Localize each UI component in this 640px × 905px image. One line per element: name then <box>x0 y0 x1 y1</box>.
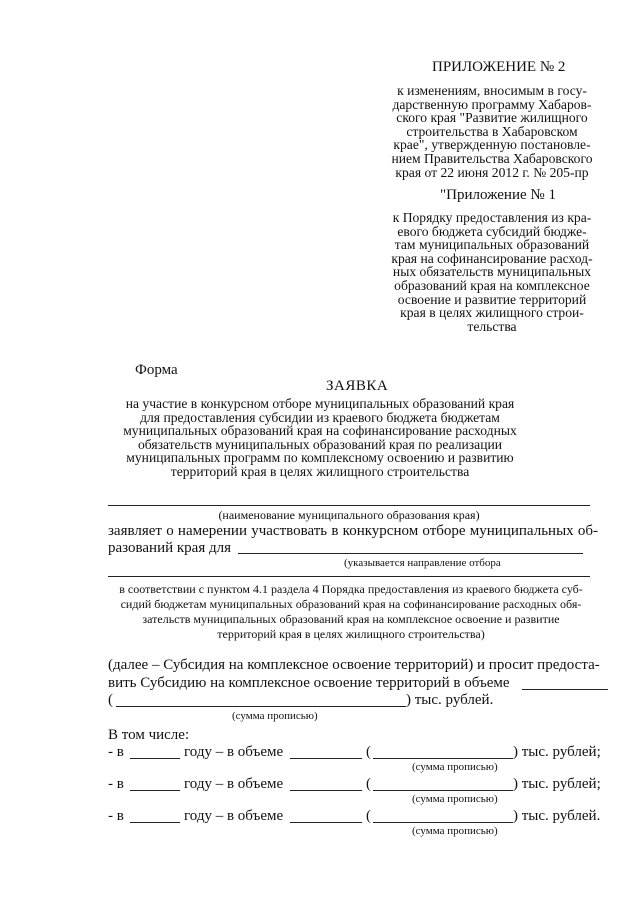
subtitle-line: на участие в конкурсном отборе муниципальных образований края <box>125 396 515 411</box>
appendix2-line: нием Правительства Хабаровского <box>391 150 593 166</box>
intent-line-1: заявляет о намерении участвовать в конкурсном отборе муниципальных об- <box>108 523 598 539</box>
appendix1-text <box>372 211 612 333</box>
appendix2-line: ского края "Развитие жилищного <box>396 110 588 126</box>
amount-suffix: ) тыс. рублей; <box>513 744 601 760</box>
appendix1-line: ных обязательств муниципальных <box>392 264 592 280</box>
year-row-text: году – в объеме <box>184 808 284 824</box>
amount-words-field[interactable] <box>373 790 513 791</box>
appendix1-line: евого бюджета субсидий бюдже- <box>397 223 587 239</box>
year-row-text: году – в объеме <box>184 744 284 760</box>
reference-line: территорий края в целях жилищного строительства) <box>217 627 485 641</box>
year-field[interactable] <box>130 790 180 791</box>
amount-words-field[interactable] <box>373 758 513 759</box>
direction-field[interactable] <box>238 553 583 554</box>
appendix1-line: образований края на комплексное <box>394 277 590 293</box>
appendix2-title: ПРИЛОЖЕНИЕ № 2 <box>432 59 566 75</box>
year-field[interactable] <box>130 822 180 823</box>
appendix1-title: "Приложение № 1 <box>440 187 556 203</box>
appendix2-line: строительства в Хабаровском <box>406 123 578 139</box>
intent-line-2: разований края для <box>108 540 231 556</box>
subtitle-line: муниципальных образований края на софинансирование расходных <box>123 423 517 439</box>
total-suffix: ) тыс. рублей. <box>406 692 494 708</box>
subtitle-line: для предоставления субсидии из краевого бюджета бюджетам <box>140 409 500 425</box>
subtitle-line: муниципальных программ по комплексному освоению и развитию <box>126 450 514 466</box>
year-row-prefix: - в <box>108 776 124 792</box>
amount-open-paren: ( <box>366 808 371 824</box>
form-subtitle <box>90 397 550 479</box>
appendix2-line: к изменениям, вносимым в госу- <box>397 83 587 98</box>
total-open-paren: ( <box>108 692 113 708</box>
amount-open-paren: ( <box>366 776 371 792</box>
year-row-prefix: - в <box>108 808 124 824</box>
amount-caption: (сумма прописью) <box>412 793 498 805</box>
request-line-1: (далее – Субсидия на комплексное освоение территорий) и просит предоста- <box>108 657 600 673</box>
total-sum-caption: (сумма прописью) <box>232 710 318 722</box>
appendix1-line: края в целях жилищного строи- <box>400 305 584 321</box>
appendix1-line: тельства <box>467 318 517 334</box>
year-row <box>108 744 124 761</box>
direction-caption: (указывается направление отбора <box>344 557 501 569</box>
request-line-2: вить Субсидию на комплексное освоение территорий в объеме <box>108 675 510 691</box>
amount-words-field[interactable] <box>373 822 513 823</box>
year-row <box>108 776 124 793</box>
including-label: В том числе: <box>108 727 190 743</box>
year-row-prefix: - в <box>108 744 124 760</box>
year-row-text: году – в объеме <box>184 776 284 792</box>
subtitle-line: обязательств муниципальных образований края по реализации <box>137 436 503 452</box>
form-label: Форма <box>135 362 178 378</box>
municipality-caption: (наименование муниципального образования края) <box>218 508 480 522</box>
appendix1-line: к Порядку предоставления из кра- <box>392 210 592 225</box>
amount-field[interactable] <box>290 790 362 791</box>
form-heading: ЗАЯВКА <box>326 378 389 394</box>
subtitle-line: территорий края в целях жилищного строительства <box>170 463 470 479</box>
amount-suffix: ) тыс. рублей; <box>513 776 601 792</box>
amount-field[interactable] <box>290 758 362 759</box>
reference-line: в соответствии с пунктом 4.1 раздела 4 Порядка предоставления из краевого бюджета суб- <box>119 582 583 596</box>
appendix1-line: там муниципальных образований <box>394 237 590 253</box>
appendix1-line: края на софинансирование расход- <box>391 250 593 266</box>
appendix2-line: крае", утвержденную постановле- <box>393 137 591 153</box>
reference-text <box>104 582 598 642</box>
amount-suffix: ) тыс. рублей. <box>513 808 601 824</box>
appendix1-line: освоение и развитие территорий <box>397 291 587 307</box>
municipality-name-field[interactable] <box>108 505 590 506</box>
reference-line: зательств муниципальных образований края на комплексное освоение и развитие <box>142 612 560 626</box>
year-row <box>108 808 124 825</box>
year-field[interactable] <box>130 758 180 759</box>
appendix2-line: края от 22 июня 2012 г. № 205-пр <box>395 164 589 180</box>
total-amount-words-field[interactable] <box>116 706 406 707</box>
amount-caption: (сумма прописью) <box>412 761 498 773</box>
amount-field[interactable] <box>290 822 362 823</box>
total-amount-field[interactable] <box>522 689 608 690</box>
appendix2-text <box>372 84 612 179</box>
reference-line: сидий бюджетам муниципальных образований края на софинансирование расходных обя- <box>120 597 582 611</box>
direction-field-continued[interactable] <box>108 576 590 577</box>
appendix2-line: дарственную программу Хабаров- <box>392 96 592 112</box>
amount-caption: (сумма прописью) <box>412 825 498 837</box>
amount-open-paren: ( <box>366 744 371 760</box>
